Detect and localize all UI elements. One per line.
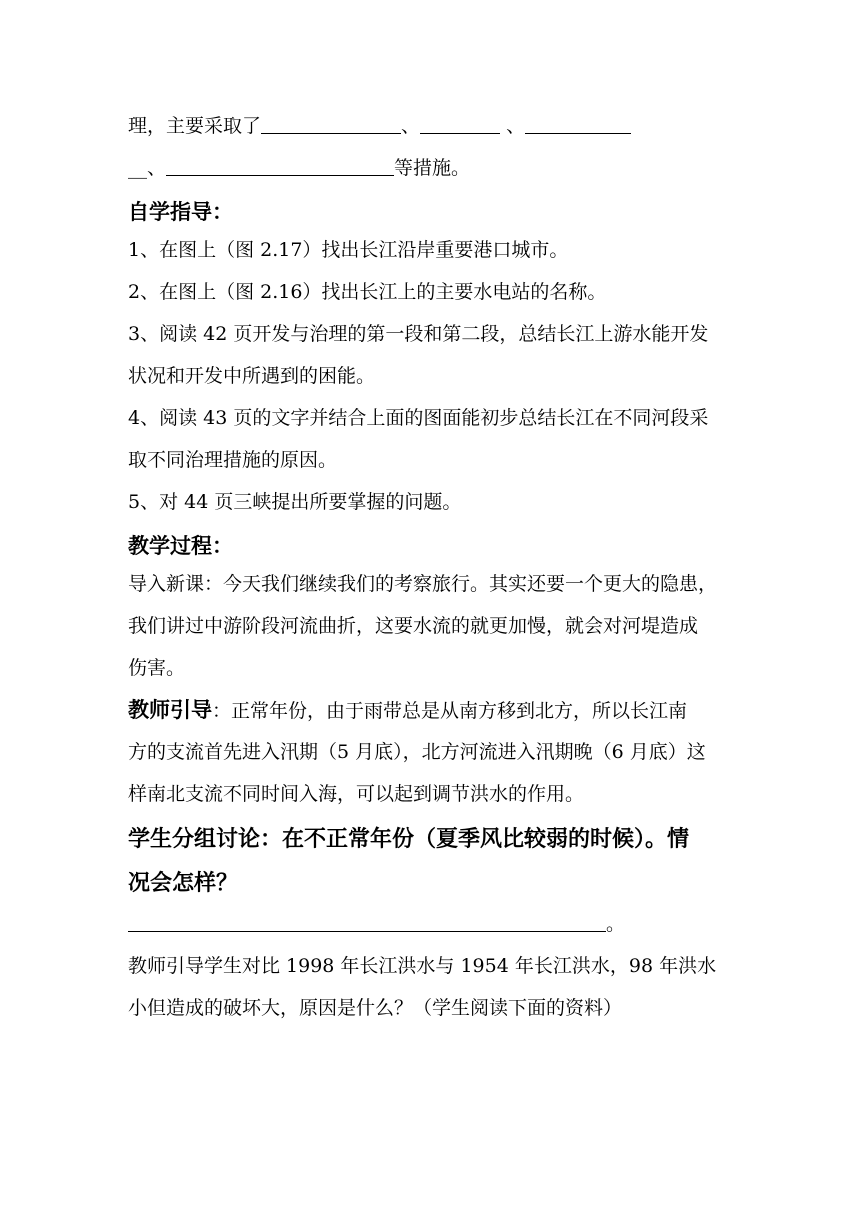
text-segment: 等措施。 xyxy=(394,157,471,179)
comparison-line-2: 小但造成的破坏大，原因是什么？（学生阅读下面的资料） xyxy=(128,997,623,1019)
intro-line-2: 我们讲过中游阶段河流曲折，这要水流的就更加慢，就会对河堤造成 xyxy=(128,615,699,637)
heading-teaching-process: 教学过程： xyxy=(128,534,233,558)
study-item-3-line-2: 状况和开发中所遇到的困能。 xyxy=(128,365,376,387)
teacher-guide-line-1 xyxy=(128,692,738,734)
blank-4[interactable] xyxy=(166,151,394,176)
document-page xyxy=(128,108,738,1032)
teacher-guide-line-3: 样南北支流不同时间入海，可以起到调节洪水的作用。 xyxy=(128,783,585,805)
text-segment: __、 xyxy=(128,157,167,179)
blank-1[interactable] xyxy=(261,109,401,134)
study-item-4-line-1: 4、阅读 43 页的文字并结合上面的图面能初步总结长江在不同河段采 xyxy=(128,407,709,429)
text-segment: 、 xyxy=(500,115,526,137)
teacher-guide-line-2: 方的支流首先进入汛期（5 月底），北方河流进入汛期晚（6 月底）这 xyxy=(128,741,706,763)
heading-group-discussion-line-2: 况会怎样？ xyxy=(128,871,239,896)
text-segment: 理，主要采取了 xyxy=(128,115,262,137)
blank-2[interactable] xyxy=(420,109,500,134)
study-item-1: 1、在图上（图 2.17）找出长江沿岸重要港口城市。 xyxy=(128,239,569,261)
fill-blank-line-1 xyxy=(128,108,738,150)
heading-self-study: 自学指导： xyxy=(128,200,233,224)
answer-blank[interactable] xyxy=(128,907,606,932)
answer-line xyxy=(128,906,738,948)
study-item-2: 2、在图上（图 2.16）找出长江上的主要水电站的名称。 xyxy=(128,281,607,303)
study-item-4-line-2: 取不同治理措施的原因。 xyxy=(128,449,338,471)
intro-line-1: 导入新课：今天我们继续我们的考察旅行。其实还要一个更大的隐患， xyxy=(128,573,718,595)
study-item-5: 5、对 44 页三峡提出所要掌握的问题。 xyxy=(128,491,462,513)
heading-group-discussion-line-1: 学生分组讨论：在不正常年份（夏季风比较弱的时候）。情 xyxy=(128,827,690,852)
fill-blank-line-2 xyxy=(128,150,738,192)
text-segment: 。 xyxy=(606,913,626,935)
text-segment: 、 xyxy=(401,115,421,137)
text-segment: ：正常年份，由于雨带总是从南方移到北方，所以长江南 xyxy=(212,700,688,722)
teacher-guide-label: 教师引导 xyxy=(128,698,212,722)
intro-line-3: 伤害。 xyxy=(128,657,186,679)
blank-3[interactable] xyxy=(525,109,631,134)
study-item-3-line-1: 3、阅读 42 页开发与治理的第一段和第二段，总结长江上游水能开发 xyxy=(128,323,709,345)
comparison-line-1: 教师引导学生对比 1998 年长江洪水与 1954 年长江洪水，98 年洪水 xyxy=(128,955,717,977)
